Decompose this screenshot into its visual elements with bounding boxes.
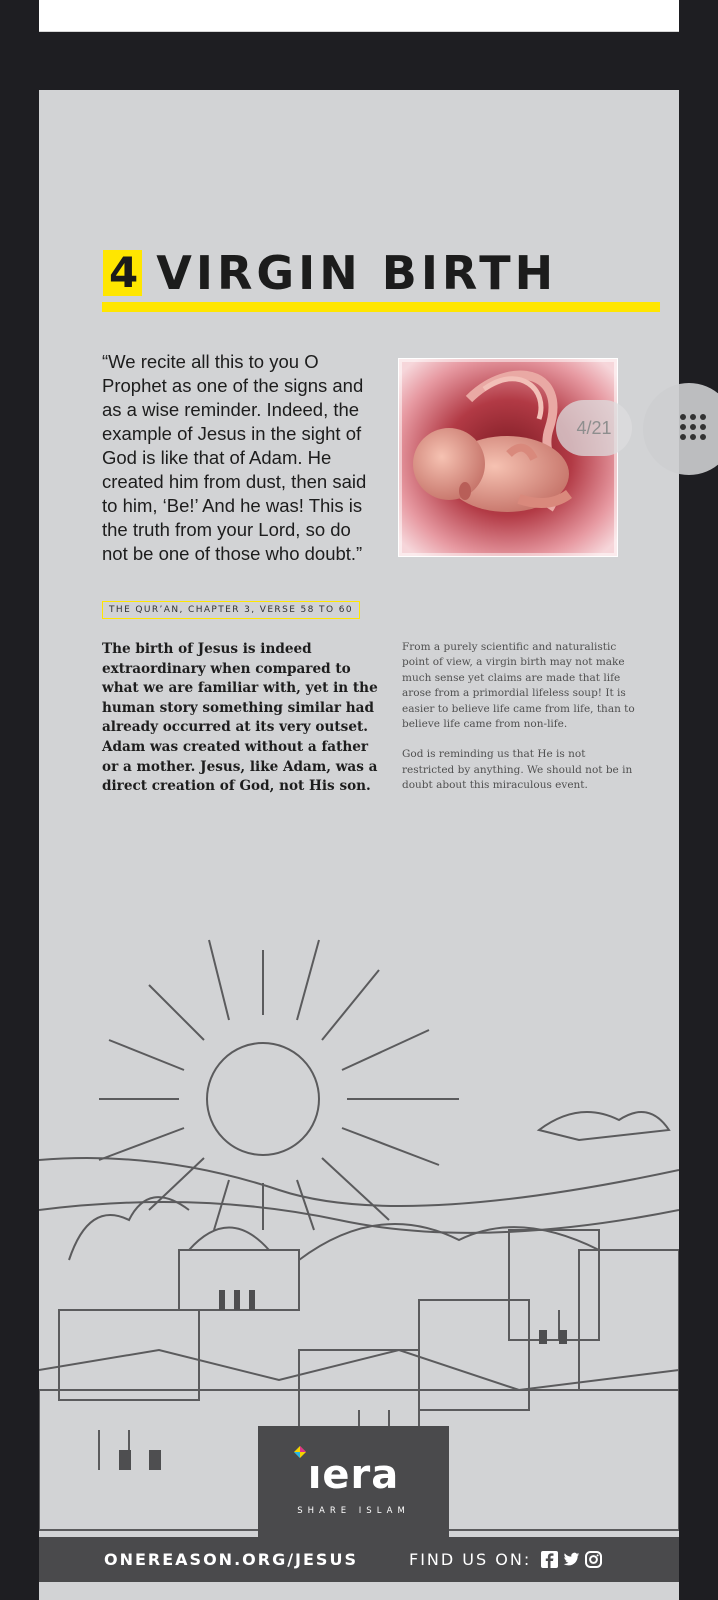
- footer-find: [409, 1550, 602, 1569]
- logo-wordmark: ıera: [307, 1452, 400, 1498]
- instagram-icon: [585, 1551, 602, 1568]
- fetus-image: [398, 358, 618, 557]
- iera-logo: [258, 1426, 449, 1550]
- quran-quote: “We recite all this to you O Prophet as one of the signs and as a wise reminder. Indeed, the example of Jesus in the sight of God is like that of Adam. He created him from dust, then said to him, ‘Be!’ And he was! This is the truth from your Lord, so do not be one of those who doubt.”: [102, 351, 367, 564]
- title-text: VIRGIN BIRTH: [156, 246, 558, 300]
- poster-title: [103, 248, 557, 298]
- facebook-icon: [541, 1551, 558, 1568]
- find-us-label: FIND US ON:: [409, 1550, 532, 1569]
- title-underline: [102, 302, 660, 312]
- body-paragraph-2: God is reminding us that He is not restricted by anything. We should not be in doubt about this miraculous event.: [402, 748, 633, 792]
- twitter-icon: [563, 1551, 580, 1568]
- quote-source: THE QUR’AN, CHAPTER 3, VERSE 58 TO 60: [102, 601, 360, 619]
- page-indicator: 4/21: [556, 400, 632, 456]
- footer-url: ONEREASON.ORG/JESUS: [104, 1550, 358, 1569]
- poster-page: [39, 90, 679, 1600]
- body-text-left: The birth of Jesus is indeed extraordinary when compared to what we are familiar with, yet in the human story something similar had already occurred at its very outset. Adam was created without a father or a mother. Jesus, like Adam, was a direct creation of God, not His son.: [102, 641, 378, 795]
- body-text-right: [402, 640, 637, 809]
- logo-tagline: SHARE ISLAM: [297, 1506, 410, 1516]
- poster-footer: [39, 1537, 679, 1582]
- grid-dots-icon: [680, 414, 706, 440]
- previous-page: [39, 0, 679, 32]
- body-paragraph-1: From a purely scientific and naturalistic point of view, a virgin birth may not make much sense yet claims are made that life arose from a primordial lifeless soup! It is easier to believe life came from life, than to believe life came from non-life.: [402, 641, 635, 731]
- title-number: 4: [103, 250, 142, 296]
